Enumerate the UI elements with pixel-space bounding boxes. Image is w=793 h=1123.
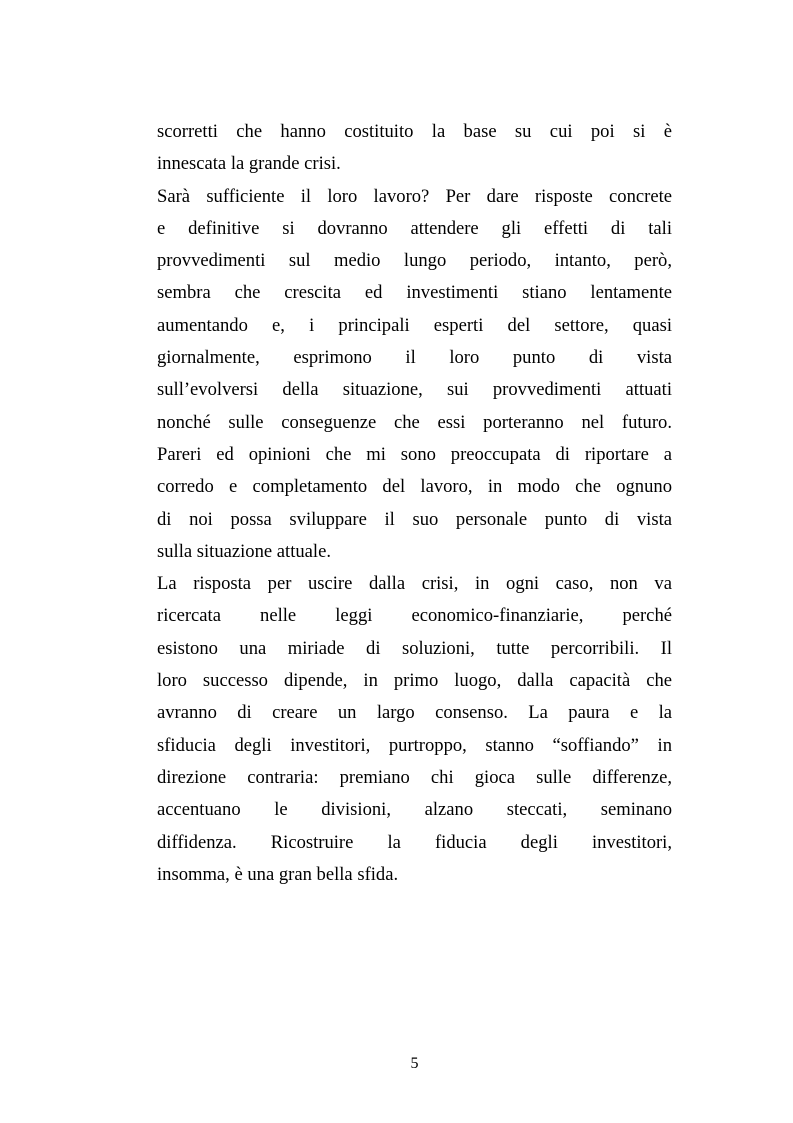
text-line: e definitive si dovranno attendere gli effetti di tali: [157, 217, 672, 239]
text-line: scorretti che hanno costituito la base su cui poi si è: [157, 121, 672, 142]
text-line: nonché sulle conseguenze che essi porteranno nel futuro.: [157, 411, 672, 433]
text-line: esistono una miriade di soluzioni, tutte percorribili. Il: [157, 637, 672, 659]
text-line: Sarà sufficiente il loro lavoro? Per dare risposte concrete: [157, 185, 672, 207]
text-line: La risposta per uscire dalla crisi, in ogni caso, non va: [157, 573, 672, 595]
text-line: provvedimenti sul medio lungo periodo, intanto, però,: [157, 250, 672, 272]
text-line: loro successo dipende, in primo luogo, dalla capacità che: [157, 670, 672, 692]
text-line: Pareri ed opinioni che mi sono preoccupata di riportare a: [157, 443, 672, 465]
text-line: sull’evolversi della situazione, sui provvedimenti attuati: [157, 379, 672, 401]
text-line: giornalmente, esprimono il loro punto di vista: [157, 347, 672, 369]
text-line: sulla situazione attuale.: [157, 540, 331, 562]
text-line: sembra che crescita ed investimenti stiano lentamente: [157, 282, 672, 304]
text-line: avranno di creare un largo consenso. La paura e la: [157, 702, 672, 724]
text-line: direzione contraria: premiano chi gioca sulle differenze,: [157, 766, 672, 788]
text-line: innescata la grande crisi.: [157, 153, 341, 175]
text-line: insomma, è una gran bella sfida.: [157, 863, 399, 885]
body-text: [157, 116, 672, 891]
text-line: corredo e completamento del lavoro, in modo che ognuno: [157, 476, 672, 498]
text-line: accentuano le divisioni, alzano steccati, seminano: [157, 799, 672, 821]
text-line: aumentando e, i principali esperti del settore, quasi: [157, 314, 672, 336]
text-line: ricercata nelle leggi economico-finanziarie, perché: [157, 605, 672, 627]
text-line: diffidenza. Ricostruire la fiducia degli investitori,: [157, 831, 672, 853]
page-number: 5: [410, 1055, 419, 1072]
text-line: di noi possa sviluppare il suo personale punto di vista: [157, 508, 672, 530]
text-line: sfiducia degli investitori, purtroppo, stanno “soffiando” in: [157, 734, 672, 756]
